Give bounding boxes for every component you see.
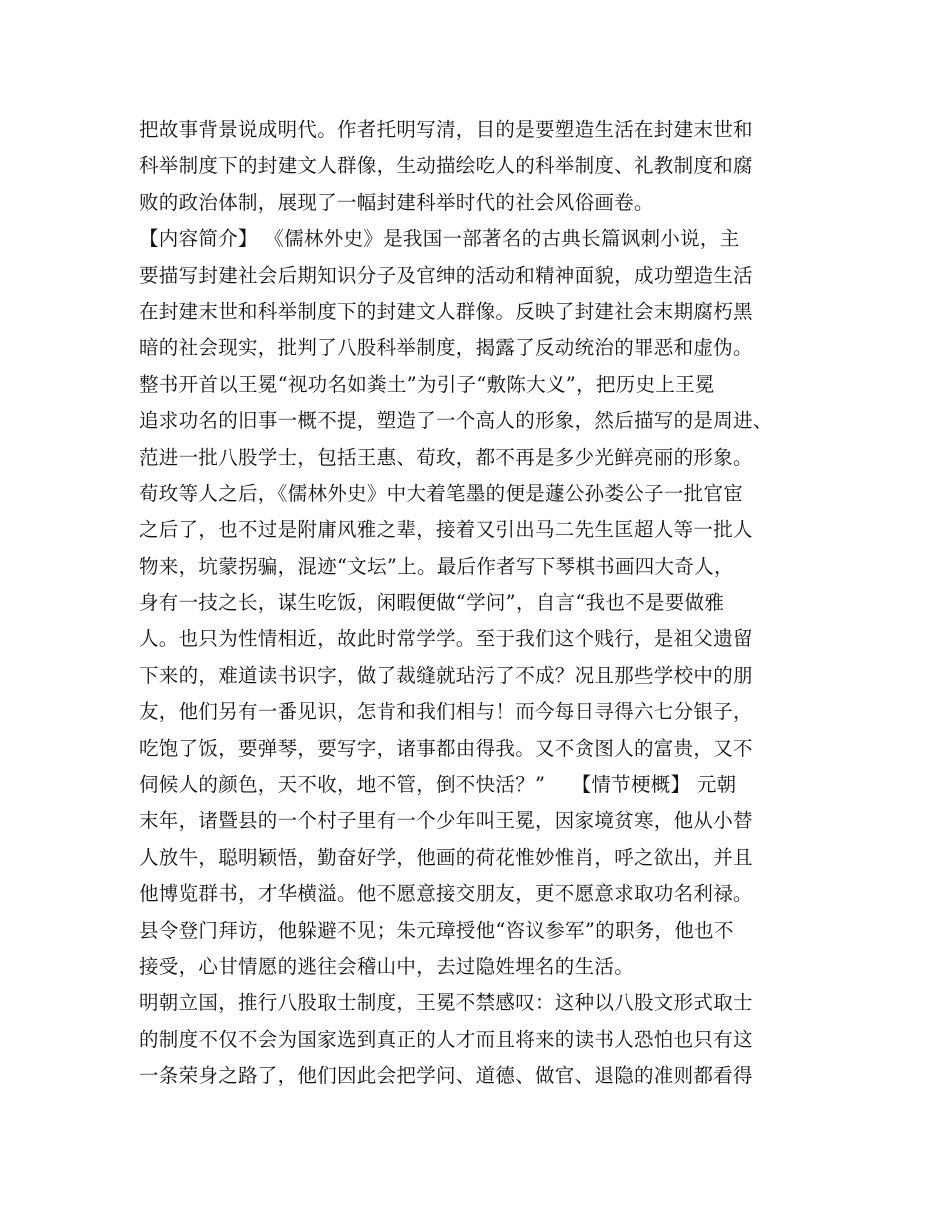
text-line: 人。也只为性情相近，故此时常学学。至于我们这个贱行，是祖父遗留 xyxy=(139,627,753,651)
text-line: 物来，坑蒙拐骗，混迹“文坛”上。最后作者写下琴棋书画四大奇人， xyxy=(139,554,734,578)
text-line: 把故事背景说成明代。作者托明写清，目的是要塑造生活在封建末世和 xyxy=(139,118,753,141)
text-line: 身有一技之长，谋生吃饭，闲暇便做“学问”，自言“我也不是要做雅 xyxy=(139,591,725,615)
text-line: 整书开首以王冕“视功名如粪土”为引子“敷陈大义”，把历史上王冕 xyxy=(139,372,715,396)
text-line: 科举制度下的封建文人群像，生动描绘吃人的科举制度、礼教制度和腐 xyxy=(139,154,753,178)
body-text xyxy=(139,112,839,1095)
text-line: 明朝立国，推行八股取士制度，王冕不禁感叹：这种以八股文形式取士 xyxy=(139,991,753,1015)
text-line: 下来的，难道读书识字，做了裁缝就玷污了不成？况且那些学校中的朋 xyxy=(139,663,753,687)
text-line: 吃饱了饭，要弹琴，要写字，诸事都由得我。又不贪图人的富贵，又不 xyxy=(139,736,753,760)
text-line: 末年，诸暨县的一个村子里有一个少年叫王冕，因家境贫寒，他从小替 xyxy=(139,809,753,833)
text-line: 他博览群书，才华横溢。他不愿意接交朋友，更不愿意求取功名利禄。 xyxy=(139,882,753,906)
text-line: 接受，心甘情愿的逃往会稽山中，去过隐姓埋名的生活。 xyxy=(139,954,635,978)
text-line: 人放牛，聪明颖悟，勤奋好学，他画的荷花惟妙惟肖，呼之欲出，并且 xyxy=(139,845,753,869)
text-line: 荀玫等人之后，《儒林外史》中大着笔墨的便是蘧公孙娄公子一批官宦 xyxy=(139,481,744,505)
text-line: 之后了，也不过是附庸风雅之辈，接着又引出马二先生匡超人等一批人 xyxy=(139,518,753,542)
text-line: 一条荣身之路了，他们因此会把学问、道德、做官、退隐的准则都看得 xyxy=(139,1064,753,1088)
text-line: 追求功名的旧事一概不提，塑造了一个高人的形象，然后描写的是周进、 xyxy=(139,409,773,433)
text-line: 伺候人的颜色，天不收，地不管，倒不快活？” 【情节梗概】 元朝 xyxy=(139,773,737,797)
text-line: 【内容简介】 《儒林外史》是我国一部著名的古典长篇讽刺小说，主 xyxy=(139,227,740,251)
text-line: 友，他们另有一番见识，怎肯和我们相与！而今每日寻得六七分银子， xyxy=(139,700,753,724)
text-line: 的制度不仅不会为国家选到真正的人才而且将来的读书人恐怕也只有这 xyxy=(139,1027,753,1051)
text-line: 暗的社会现实，批判了八股科举制度，揭露了反动统治的罪恶和虚伪。 xyxy=(139,336,753,360)
text-line: 在封建末世和科举制度下的封建文人群像。反映了封建社会末期腐朽黑 xyxy=(139,299,753,323)
text-line: 范进一批八股学士，包括王惠、荀玫，都不再是多少光鲜亮丽的形象。 xyxy=(139,445,753,469)
text-line: 要描写封建社会后期知识分子及官绅的活动和精神面貌，成功塑造生活 xyxy=(139,263,753,287)
text-line: 县令登门拜访，他躲避不见；朱元璋授他“咨议参军”的职务，他也不 xyxy=(139,918,734,942)
text-line: 败的政治体制，展现了一幅封建科举时代的社会风俗画卷。 xyxy=(139,190,654,214)
